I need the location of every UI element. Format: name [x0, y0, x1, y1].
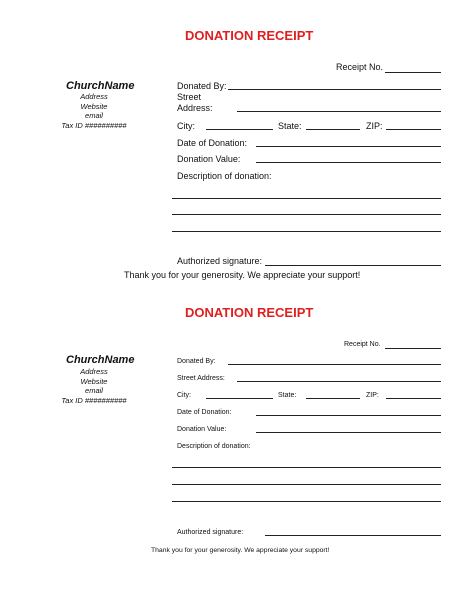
state-label: State: — [278, 121, 302, 131]
church-name: ChurchName — [66, 80, 135, 92]
receipt-no-label: Receipt No. — [336, 62, 384, 72]
church-name: ChurchName — [66, 354, 135, 366]
value-label: Donation Value: — [177, 154, 241, 164]
zip-field[interactable] — [386, 129, 441, 130]
receipt-no-field[interactable] — [385, 72, 441, 73]
signature-field[interactable] — [265, 265, 441, 266]
state-field[interactable] — [306, 398, 360, 399]
description-label: Description of donation: — [177, 443, 251, 450]
receipt-title: DONATION RECEIPT — [185, 305, 314, 320]
church-address: Address — [80, 367, 108, 376]
description-line-2[interactable] — [172, 214, 441, 215]
street-label: Street — [177, 92, 202, 102]
church-tax-id: Tax ID ########## — [61, 120, 127, 130]
receipt-no-label: Receipt No. — [344, 341, 381, 348]
church-email: email — [85, 111, 103, 120]
signature-label: Authorized signature: — [177, 529, 244, 536]
thanks-message: Thank you for your generosity. We appreciate your support! — [151, 547, 330, 554]
donated-by-label: Donated By: — [177, 81, 227, 91]
date-field[interactable] — [256, 146, 441, 147]
address-label: Address: — [177, 103, 213, 113]
city-label: City: — [177, 392, 191, 399]
receipt-title: DONATION RECEIPT — [185, 28, 314, 43]
city-field[interactable] — [206, 398, 273, 399]
value-label: Donation Value: — [177, 426, 227, 433]
donated-by-field[interactable] — [228, 89, 441, 90]
street-address-field[interactable] — [237, 381, 441, 382]
description-label: Description of donation: — [177, 171, 272, 181]
signature-label: Authorized signature: — [177, 256, 263, 266]
value-field[interactable] — [256, 432, 441, 433]
church-email: email — [85, 386, 103, 395]
signature-field[interactable] — [265, 535, 441, 536]
church-tax-id: Tax ID ########## — [61, 395, 127, 405]
description-line-1[interactable] — [172, 198, 441, 199]
date-field[interactable] — [256, 415, 441, 416]
description-line-3[interactable] — [172, 501, 441, 502]
city-label: City: — [177, 121, 195, 131]
receipt-no-field[interactable] — [385, 348, 441, 349]
thanks-message: Thank you for your generosity. We appreciate your support! — [124, 270, 361, 280]
value-field[interactable] — [256, 162, 441, 163]
church-address: Address — [80, 92, 108, 101]
zip-label: ZIP: — [366, 392, 379, 399]
state-label: State: — [278, 392, 297, 399]
description-line-2[interactable] — [172, 484, 441, 485]
date-label: Date of Donation: — [177, 138, 248, 148]
church-website: Website — [80, 376, 108, 386]
street-address-label: Street Address: — [177, 375, 225, 382]
zip-field[interactable] — [386, 398, 441, 399]
city-field[interactable] — [206, 129, 273, 130]
street-address-field[interactable] — [237, 111, 441, 112]
state-field[interactable] — [306, 129, 360, 130]
donated-by-field[interactable] — [228, 364, 441, 365]
church-website: Website — [80, 101, 108, 111]
description-line-1[interactable] — [172, 467, 441, 468]
donated-by-label: Donated By: — [177, 358, 216, 365]
date-label: Date of Donation: — [177, 409, 232, 416]
zip-label: ZIP: — [366, 121, 383, 131]
description-line-3[interactable] — [172, 231, 441, 232]
